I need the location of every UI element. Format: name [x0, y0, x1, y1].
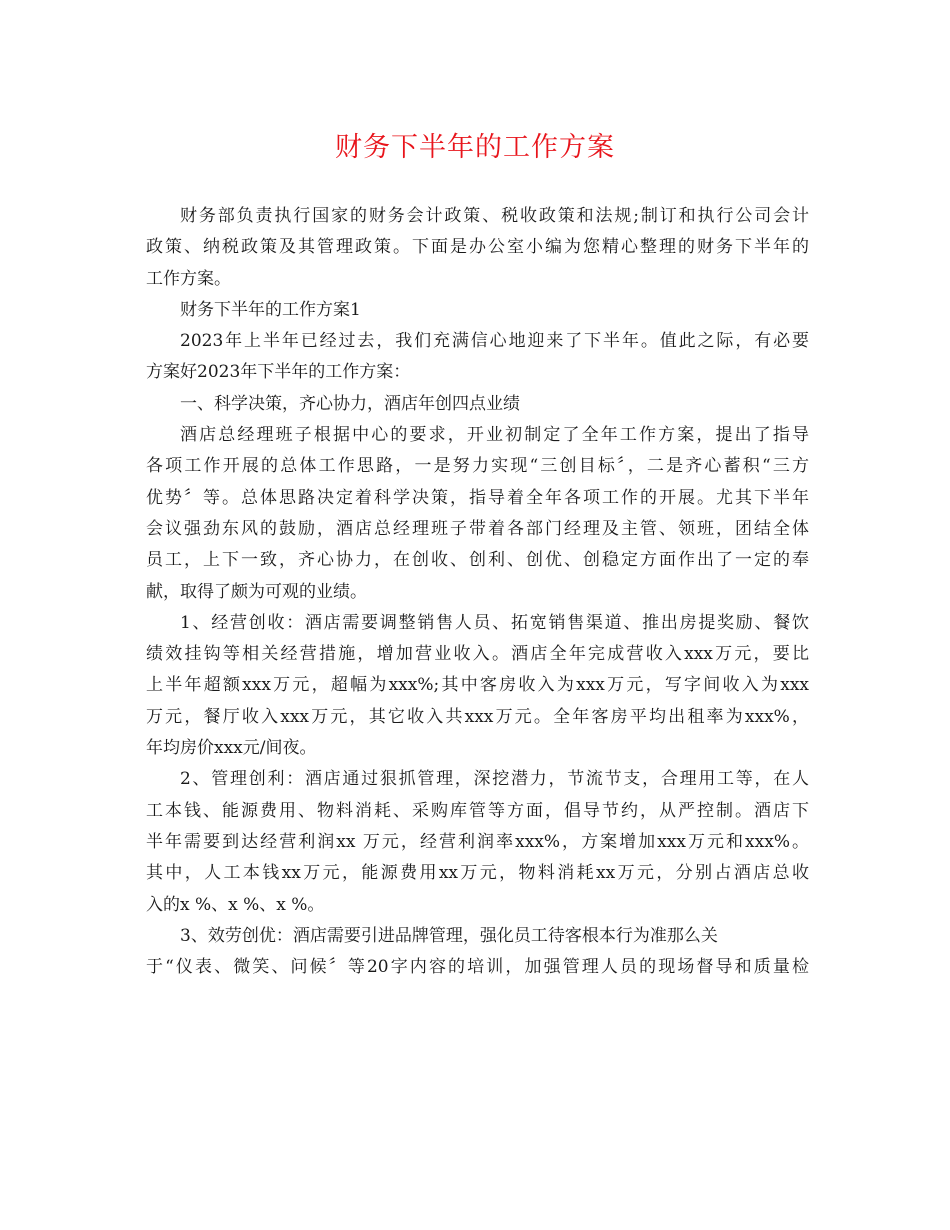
body-line: 员工，上下一致，齐心协力，在创收、创利、创优、创稳定方面作出了一定的奉 — [146, 550, 809, 571]
body-line: 政策、纳税政策及其管理政策。下面是办公室小编为您精心整理的财务下半年的 — [146, 237, 809, 258]
body-line: 其中，人工本钱xx万元，能源费用xx万元，物料消耗xx万元，分别占酒店总收 — [146, 863, 809, 884]
body-line: 工本钱、能源费用、物料消耗、采购库管等方面，倡导节约，从严控制。酒店下 — [146, 800, 809, 821]
body-line: 献，取得了颇为可观的业绩。 — [146, 581, 367, 602]
body-line: 绩效挂钩等相关经营措施，增加营业收入。酒店全年完成营收入xxx万元，要比 — [146, 644, 809, 665]
document-body — [146, 201, 809, 983]
body-line: 方案好2023年下半年的工作方案： — [146, 362, 411, 383]
body-line: 工作方案。 — [146, 268, 231, 289]
body-line: 会议强劲东风的鼓励，酒店总经理班子带着各部门经理及主管、领班，团结全体 — [146, 518, 809, 539]
body-line: 3、效劳创优：酒店需要引进品牌管理，强化员工待客根本行为准那么关 — [180, 925, 718, 946]
body-line: 半年需要到达经营利润xx 万元，经营利润率xxx%，方案增加xxx万元和xxx%。 — [146, 831, 809, 852]
body-line: 财务下半年的工作方案1 — [180, 299, 361, 320]
body-line: 财务部负责执行国家的财务会计政策、税收政策和法规;制订和执行公司会计 — [180, 206, 809, 226]
body-line: 2、管理创利：酒店通过狠抓管理，深挖潜力，节流节支，合理用工等，在人 — [180, 769, 809, 790]
body-line: 一、科学决策，齐心协力，酒店年创四点业绩 — [180, 393, 520, 414]
body-line: 优势〞等。总体思路决定着科学决策，指导着全年各项工作的开展。尤其下半年 — [146, 487, 809, 508]
body-line: 入的x %、x %、x %。 — [146, 894, 325, 915]
body-line: 上半年超额xxx万元，超幅为xxx%;其中客房收入为xxx万元，写字间收入为xxx — [146, 675, 809, 696]
body-line: 酒店总经理班子根据中心的要求，开业初制定了全年工作方案，提出了指导 — [180, 425, 809, 446]
body-line: 1、经营创收：酒店需要调整销售人员、拓宽销售渠道、推出房提奖励、餐饮 — [180, 612, 809, 633]
body-line: 于“仪表、微笑、问候〞等20字内容的培训，加强管理人员的现场督导和质量检 — [146, 957, 809, 978]
body-line: 年均房价xxx元/间夜。 — [146, 738, 317, 759]
body-line: 万元，餐厅收入xxx万元，其它收入共xxx万元。全年客房平均出租率为xxx%， — [146, 706, 809, 727]
body-line: 2023年上半年已经过去，我们充满信心地迎来了下半年。值此之际，有必要 — [180, 331, 809, 352]
body-line: 各项工作开展的总体工作思路，一是努力实现“三创目标〞，二是齐心蓄积“三方 — [146, 456, 809, 477]
document-title: 财务下半年的工作方案 — [335, 132, 615, 163]
